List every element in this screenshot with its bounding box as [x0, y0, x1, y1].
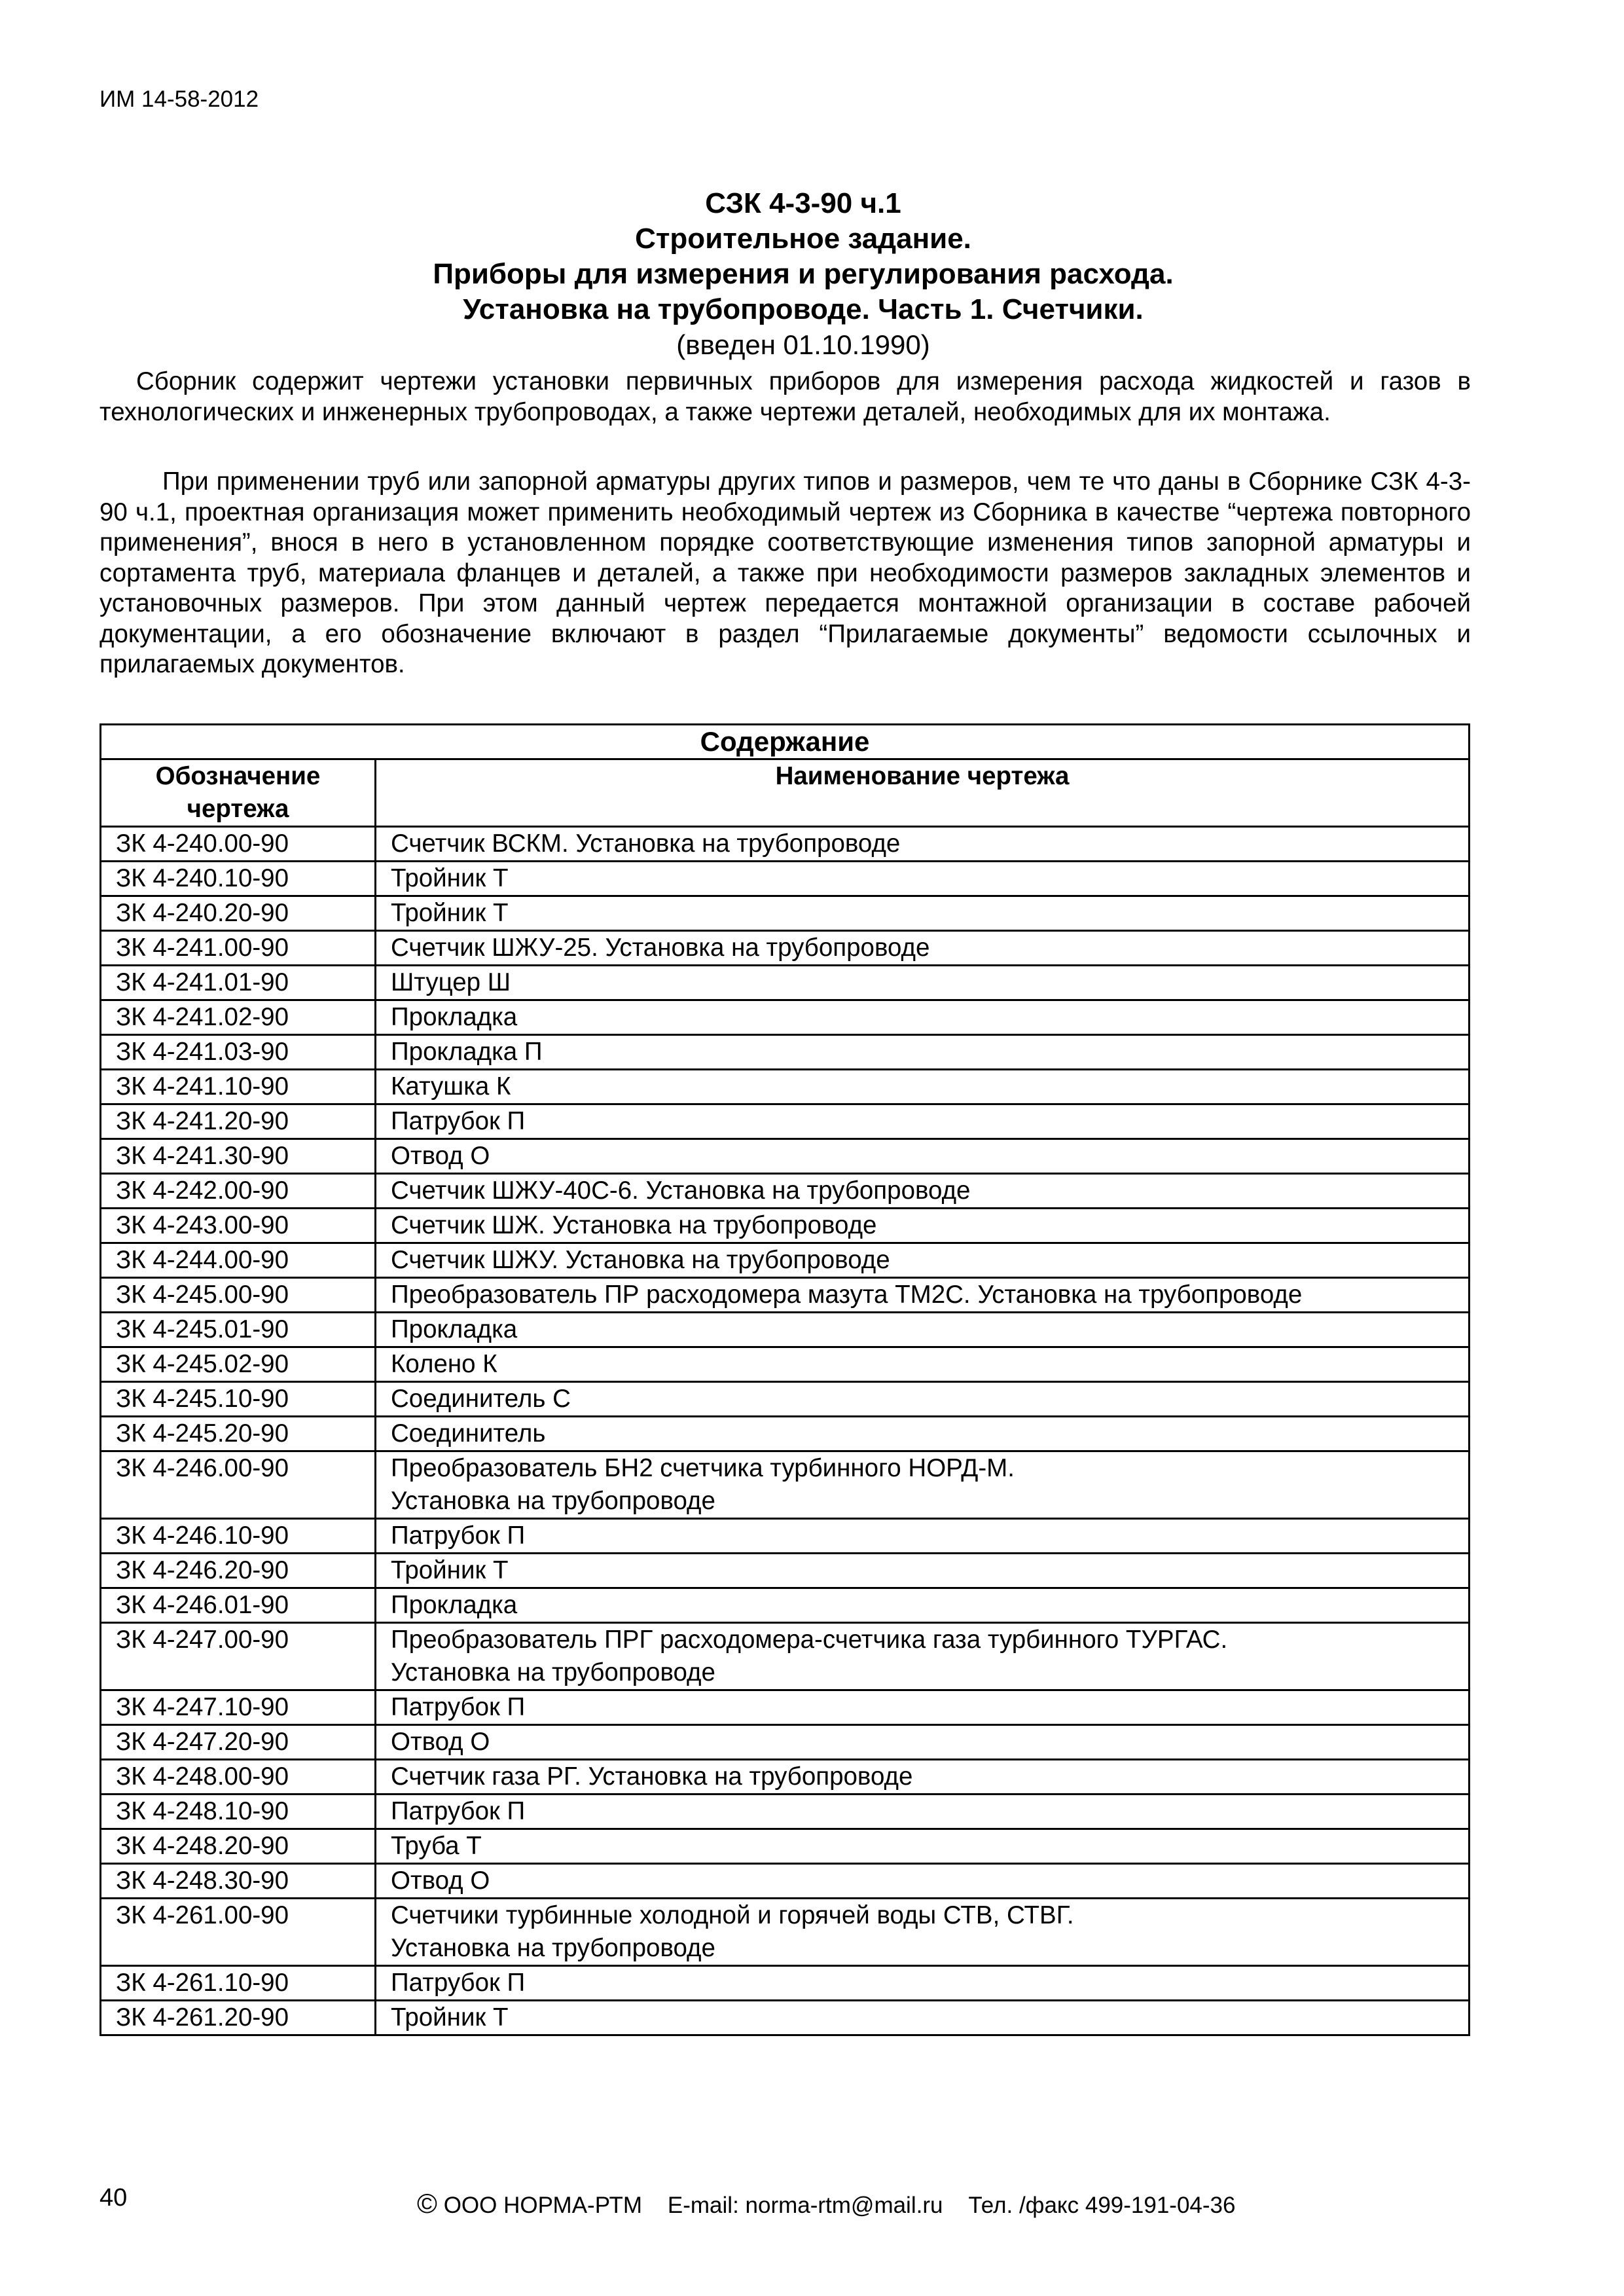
- drawing-designation: ЗК 4-246.20-90: [101, 1554, 376, 1588]
- table-row: [101, 1000, 1470, 1035]
- table-row: [101, 1864, 1470, 1899]
- table-row: [101, 1690, 1470, 1725]
- drawing-designation: ЗК 4-247.10-90: [101, 1690, 376, 1725]
- title-line-2: Строительное задание.: [635, 223, 971, 255]
- copyright-icon: ©: [417, 2188, 437, 2219]
- drawing-designation: ЗК 4-245.10-90: [101, 1382, 376, 1417]
- table-row: [101, 1347, 1470, 1382]
- drawing-name: Катушка К: [376, 1070, 1470, 1104]
- drawing-designation: ЗК 4-245.02-90: [101, 1347, 376, 1382]
- drawing-designation: ЗК 4-248.20-90: [101, 1829, 376, 1864]
- drawing-name: Патрубок П: [376, 1690, 1470, 1725]
- drawing-designation: ЗК 4-241.10-90: [101, 1070, 376, 1104]
- drawing-designation: ЗК 4-245.00-90: [101, 1278, 376, 1313]
- page-number: 40: [99, 2184, 128, 2212]
- drawing-name: Прокладка: [376, 1588, 1470, 1623]
- drawing-designation: ЗК 4-246.00-90: [101, 1451, 376, 1519]
- drawing-name: Прокладка П: [376, 1035, 1470, 1070]
- drawing-designation: ЗК 4-241.02-90: [101, 1000, 376, 1035]
- table-row: [101, 1966, 1470, 2001]
- drawing-designation: ЗК 4-246.10-90: [101, 1519, 376, 1554]
- table-row: [101, 1899, 1470, 1966]
- drawing-name: Патрубок П: [376, 1795, 1470, 1829]
- drawing-designation: ЗК 4-241.03-90: [101, 1035, 376, 1070]
- footer-copyright: [417, 2188, 1235, 2219]
- document-code: ИМ 14-58-2012: [99, 86, 259, 112]
- drawing-designation: ЗК 4-245.01-90: [101, 1313, 376, 1347]
- column-header-name: Наименование чертежа: [376, 759, 1470, 827]
- drawing-name: Труба Т: [376, 1829, 1470, 1864]
- drawing-name: Прокладка: [376, 1313, 1470, 1347]
- drawing-name: Счетчик ШЖУ. Установка на трубопроводе: [376, 1243, 1470, 1278]
- drawing-name: Счетчик ШЖУ-40С-6. Установка на трубопроводе: [376, 1174, 1470, 1209]
- drawing-name: Счетчик ШЖУ-25. Установка на трубопроводе: [376, 931, 1470, 966]
- drawing-name: Преобразователь ПРГ расходомера-счетчика газа турбинного ТУРГАС. Установка на трубопроводе: [376, 1623, 1470, 1690]
- drawing-designation: ЗК 4-241.00-90: [101, 931, 376, 966]
- table-row: [101, 931, 1470, 966]
- contents-title: Содержание: [101, 725, 1470, 759]
- drawing-designation: ЗК 4-244.00-90: [101, 1243, 376, 1278]
- table-row: [101, 1760, 1470, 1795]
- table-row: [101, 1451, 1470, 1519]
- drawing-designation: ЗК 4-240.00-90: [101, 827, 376, 862]
- title-line-4: Установка на трубопроводе. Часть 1. Счетчики.: [463, 293, 1144, 325]
- drawing-designation: ЗК 4-241.30-90: [101, 1139, 376, 1174]
- table-row: [101, 1623, 1470, 1690]
- drawing-designation: ЗК 4-261.00-90: [101, 1899, 376, 1966]
- drawing-name: Счетчики турбинные холодной и горячей воды СТВ, СТВГ. Установка на трубопроводе: [376, 1899, 1470, 1966]
- drawing-designation: ЗК 4-245.20-90: [101, 1417, 376, 1451]
- table-row: [101, 2001, 1470, 2035]
- intro-paragraph-2: При применении труб или запорной арматуры других типов и размеров, чем те что даны в Сборнике СЗК 4-3-90 ч.1, проектная организация может применить необходимый чертеж из Сборника в качестве “чертежа повторного применения”, внося в него в установленном порядке соответствующие изменения типов запорной арматуры и сортамента труб, материала фланцев и деталей, а также при необходимости размеров закладных элементов и установочных размеров. При этом данный чертеж передается монтажной организации в составе рабочей документации, а его обозначение включают в раздел “Прилагаемые документы” ведомости ссылочных и прилагаемых документов.: [99, 467, 1471, 678]
- table-row: [101, 1035, 1470, 1070]
- drawing-name: Счетчик ВСКМ. Установка на трубопроводе: [376, 827, 1470, 862]
- drawing-name: Отвод О: [376, 1864, 1470, 1899]
- drawing-designation: ЗК 4-247.00-90: [101, 1623, 376, 1690]
- table-row: [101, 1104, 1470, 1139]
- drawing-designation: ЗК 4-248.30-90: [101, 1864, 376, 1899]
- table-row: [101, 1829, 1470, 1864]
- drawing-name: Патрубок П: [376, 1104, 1470, 1139]
- drawing-designation: ЗК 4-248.00-90: [101, 1760, 376, 1795]
- title-block: [99, 186, 1507, 363]
- table-row: [101, 1588, 1470, 1623]
- intro-paragraph-1: Сборник содержит чертежи установки первичных приборов для измерения расхода жидкостей и газов в технологических и инженерных трубопроводах, а также чертежи деталей, необходимых для их монтажа.: [99, 367, 1471, 426]
- table-row: [101, 1725, 1470, 1760]
- drawing-designation: ЗК 4-261.10-90: [101, 1966, 376, 2001]
- footer-text: ООО НОРМА-РТМ E-mail: norma-rtm@mail.ru Тел. /факс 499-191-04-36: [443, 2193, 1236, 2218]
- table-row: [101, 1795, 1470, 1829]
- drawing-designation: ЗК 4-247.20-90: [101, 1725, 376, 1760]
- table-row: [101, 1209, 1470, 1243]
- drawing-name: Тройник Т: [376, 2001, 1470, 2035]
- drawing-name: Соединитель С: [376, 1382, 1470, 1417]
- drawing-name: Тройник Т: [376, 862, 1470, 896]
- drawing-name: Штуцер Ш: [376, 966, 1470, 1000]
- drawing-name: Колено К: [376, 1347, 1470, 1382]
- table-row: [101, 862, 1470, 896]
- table-row: [101, 827, 1470, 862]
- table-row: [101, 1313, 1470, 1347]
- introduced-date: (введен 01.10.1990): [676, 329, 930, 360]
- contents-table: [99, 723, 1470, 2036]
- table-row: [101, 1382, 1470, 1417]
- table-row: [101, 1174, 1470, 1209]
- column-header-designation: Обозначение чертежа: [101, 759, 376, 827]
- drawing-name: Тройник Т: [376, 1554, 1470, 1588]
- table-row: [101, 896, 1470, 931]
- contents-body: [101, 827, 1470, 2035]
- drawing-designation: ЗК 4-241.01-90: [101, 966, 376, 1000]
- table-row: [101, 1070, 1470, 1104]
- drawing-designation: ЗК 4-243.00-90: [101, 1209, 376, 1243]
- drawing-name: Счетчик ШЖ. Установка на трубопроводе: [376, 1209, 1470, 1243]
- table-row: [101, 966, 1470, 1000]
- drawing-designation: ЗК 4-242.00-90: [101, 1174, 376, 1209]
- drawing-designation: ЗК 4-240.20-90: [101, 896, 376, 931]
- drawing-designation: ЗК 4-261.20-90: [101, 2001, 376, 2035]
- drawing-name: Прокладка: [376, 1000, 1470, 1035]
- drawing-designation: ЗК 4-246.01-90: [101, 1588, 376, 1623]
- drawing-designation: ЗК 4-240.10-90: [101, 862, 376, 896]
- drawing-name: Преобразователь БН2 счетчика турбинного НОРД-М. Установка на трубопроводе: [376, 1451, 1470, 1519]
- table-row: [101, 1417, 1470, 1451]
- drawing-name: Отвод О: [376, 1725, 1470, 1760]
- table-row: [101, 1278, 1470, 1313]
- drawing-name: Тройник Т: [376, 896, 1470, 931]
- drawing-name: Патрубок П: [376, 1519, 1470, 1554]
- drawing-name: Счетчик газа РГ. Установка на трубопроводе: [376, 1760, 1470, 1795]
- drawing-designation: ЗК 4-241.20-90: [101, 1104, 376, 1139]
- table-row: [101, 1519, 1470, 1554]
- drawing-designation: ЗК 4-248.10-90: [101, 1795, 376, 1829]
- table-row: [101, 1243, 1470, 1278]
- title-line-1: СЗК 4-3-90 ч.1: [705, 187, 901, 219]
- drawing-name: Преобразователь ПР расходомера мазута ТМ2С. Установка на трубопроводе: [376, 1278, 1470, 1313]
- table-row: [101, 1554, 1470, 1588]
- title-line-3: Приборы для измерения и регулирования расхода.: [433, 258, 1174, 290]
- drawing-name: Соединитель: [376, 1417, 1470, 1451]
- drawing-name: Патрубок П: [376, 1966, 1470, 2001]
- drawing-name: Отвод О: [376, 1139, 1470, 1174]
- table-row: [101, 1139, 1470, 1174]
